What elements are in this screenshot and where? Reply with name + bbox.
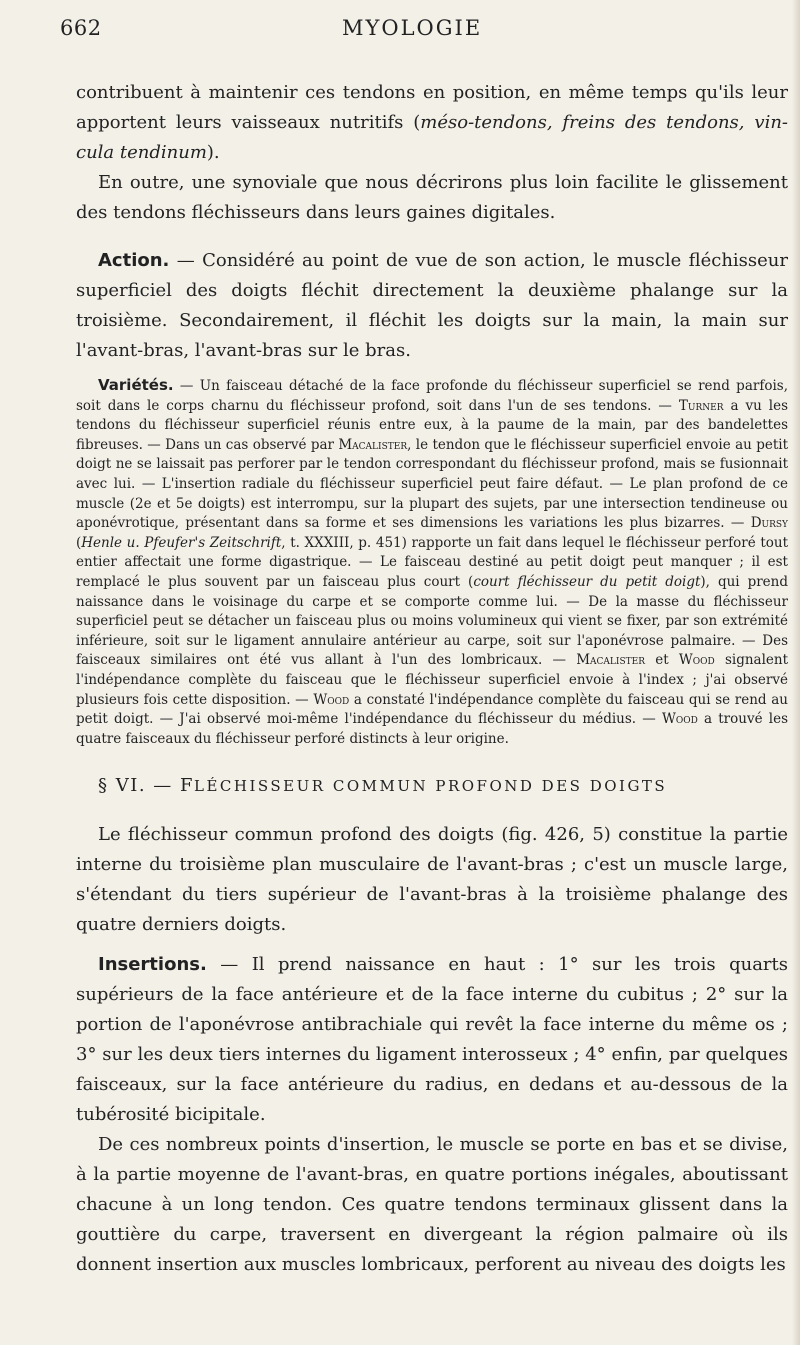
- journal-title: Henle u. Pfeufer's Zeitschrift: [81, 534, 282, 551]
- paragraph-action: Action. — Considéré au point de vue de son action, le muscle fléchisseur superficiel des doigts fléchit directement la deuxième phalange sur la troisième. Secondairement, il fléchit les doigts sur la main, la main sur l'avant-bras, l'avant-bras sur le bras.: [76, 250, 788, 361]
- page-edge-shadow: [792, 0, 800, 1345]
- paragraph-insertions: Insertions. — Il prend naissance en haut : 1° sur les trois quarts supérieurs de la face antérieure et de la face interne du cubitus ; 2° sur la portion de l'aponévrose antibrachiale qui revêt la face interne du même os ; 3° sur les deux tiers internes du ligament interosseux ; 4° enfin, par quelques faisceaux, sur la face antérieure du radius, en dedans et au-dessous de la tubérosité bicipitale.: [76, 954, 788, 1126]
- page-number: 662: [60, 16, 102, 40]
- insertions-heading: Insertions.: [98, 954, 207, 976]
- paragraph-varietes: Variétés. — Un faisceau détaché de la face profonde du fléchisseur superficiel se rend parfois, soit dans le corps charnu du fléchisseur profond, soit dans l'un de ses tendons. — Turner a vu les tendons du fléchisseur superficiel réunis entre eux, à la paume de la main, par des bandelettes fibreuses. — Dans un cas observé par Macalister, le tendon que le fléchisseur superficiel envoie au petit doigt ne se laissait pas perforer par le tendon correspondant du fléchisseur profond, mais se fusionnait avec lui. — L'insertion radiale du fléchisseur superficiel peut faire défaut. — Le plan profond de ce muscle (2e et 5e doigts) est interrompu, sur la plupart des sujets, par une intersection tendineuse ou aponévrotique, présentant dans sa forme et ses dimensions les variations les plus bizarres. — Dursy (Henle u. Pfeufer's Zeitschrift, t. XXXIII, p. 451) rapporte un fait dans lequel le fléchisseur perforé tout entier affectait une forme digastrique. — Le faisceau destiné au petit doigt peut manquer ; il est remplacé le plus souvent par un faisceau plus court (court fléchisseur du petit doigt), qui prend naissance dans le voisinage du carpe et se comporte comme lui. — De la masse du fléchisseur superficiel peut se détacher un faisceau plus ou moins volumineux qui vient se fixer, par son extrémité inférieure, soit sur le ligament annulaire antérieur au carpe, soit sur l'aponévrose palmaire. — Des faisceaux similaires ont été vus allant à l'un des lombricaux. — Macalister et Wood signalent l'indépendance complète du faisceau que le fléchisseur superficiel envoie à l'index ; j'ai observé plusieurs fois cette disposition. — Wood a constaté l'indépendance complète du faisceau qui se rend au petit doigt. — J'ai observé moi-même l'indépendance du fléchisseur du médius. — Wood a trouvé les quatre faisceaux du fléchisseur perforé distincts à leur origine.: [76, 376, 789, 747]
- author-name: Wood: [678, 652, 715, 669]
- paragraph-intro: Le fléchisseur commun profond des doigts (fig. 426, 5) constitue la partie interne du troisième plan musculaire de l'avant-bras ; c'est un muscle large, s'étendant du tiers supérieur de l'avant-bras à la troisième phalange des quatre derniers doigts.: [76, 824, 788, 936]
- paragraph-tendons-continued: contribuent à maintenir ces tendons en position, en même temps qu'ils leur apportent leurs vaisseaux nutritifs (méso-tendons, freins des tendons, vin-cula tendinum).: [76, 82, 788, 163]
- author-name: Macalister: [576, 652, 645, 669]
- paragraph-synoviale: En outre, une synoviale que nous décrirons plus loin facilite le glissement des tendons fléchisseurs dans leurs gaines digitales.: [76, 172, 788, 223]
- italic-terms: méso-tendons, freins des tendons, vin-cula tendinum: [76, 112, 788, 163]
- paragraph-division: De ces nombreux points d'insertion, le muscle se porte en bas et se divise, à la partie moyenne de l'avant-bras, en quatre portions inégales, aboutissant chacune à un long tendon. Ces quatre tendons terminaux glissent dans la gouttière du carpe, traversent en divergeant la région palmaire où ils donnent insertion aux muscles lombricaux, perforent au niveau des doigts les: [76, 1134, 788, 1276]
- section-heading: § VI. — FLÉCHISSEUR COMMUN PROFOND DES DOIGTS: [98, 775, 668, 797]
- author-name: Dursy: [750, 515, 788, 532]
- author-name: Turner: [678, 397, 724, 414]
- body-text: [76, 78, 788, 1280]
- running-title: MYOLOGIE: [342, 16, 483, 40]
- italic-term: court fléchisseur du petit doigt: [473, 573, 701, 590]
- author-name: Macalister: [338, 436, 408, 453]
- varietes-heading: Variétés.: [98, 376, 174, 394]
- action-heading: Action.: [98, 250, 170, 271]
- running-head: [0, 14, 800, 44]
- author-name: Wood: [313, 691, 350, 708]
- author-name: Wood: [661, 711, 698, 728]
